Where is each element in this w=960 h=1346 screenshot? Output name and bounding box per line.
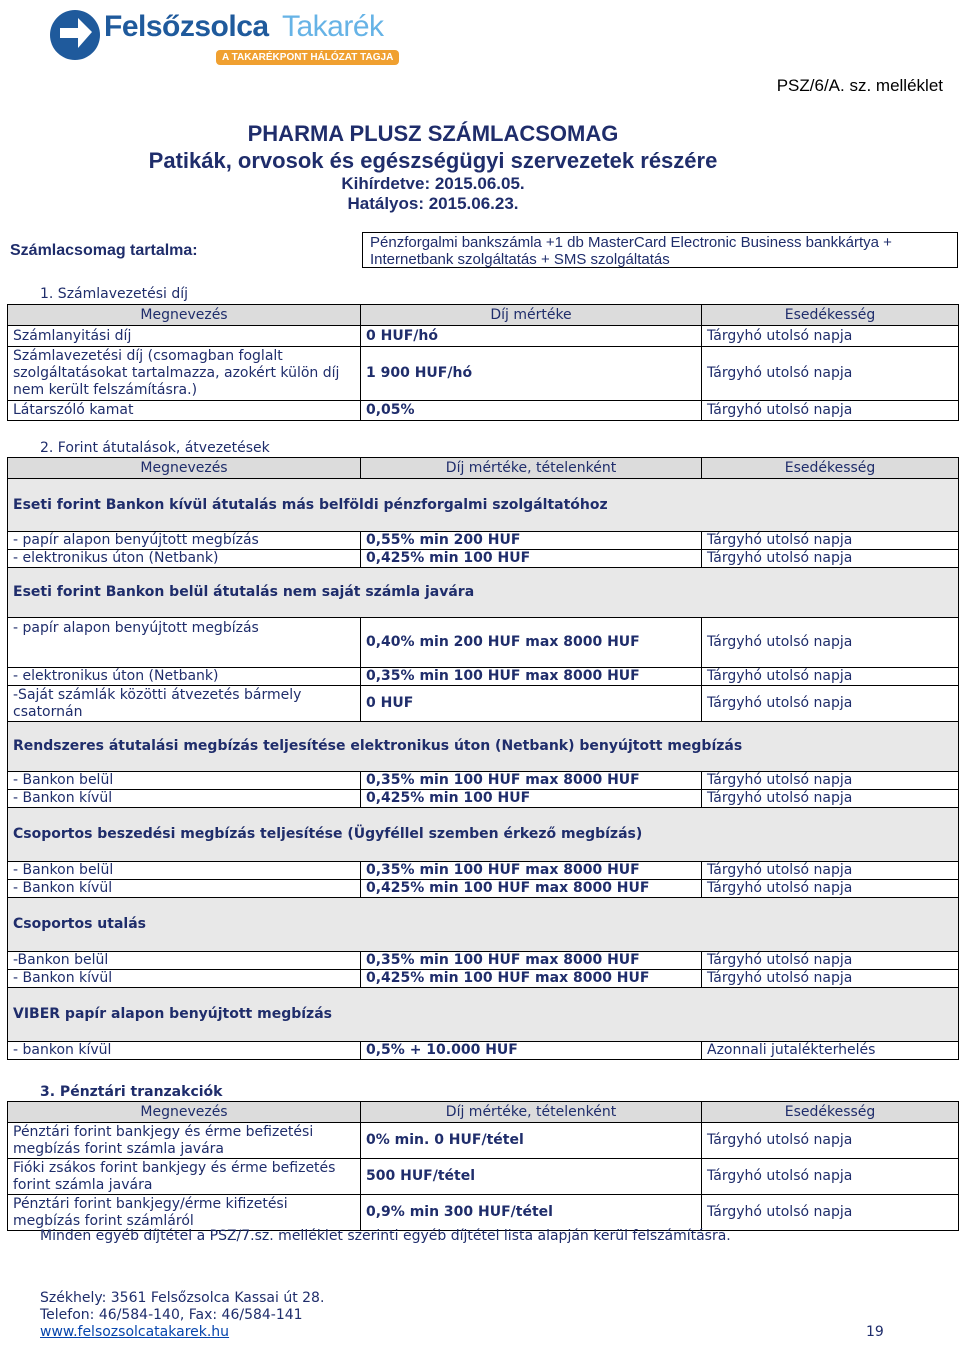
- table-row: [8, 401, 959, 421]
- website-link[interactable]: www.felsozsolcatakarek.hu: [40, 1324, 230, 1340]
- row-due: Tárgyhó utolsó napja: [702, 326, 959, 347]
- row-due: Tárgyhó utolsó napja: [702, 686, 959, 722]
- row-due: Tárgyhó utolsó napja: [702, 532, 959, 550]
- row-name: - papír alapon benyújtott megbízás: [8, 618, 361, 668]
- section-title: 2. Forint átutalások, átvezetések: [40, 440, 270, 456]
- group-heading: Csoportos beszedési megbízás teljesítése (Ügyféllel szemben érkező megbízás): [8, 808, 959, 862]
- row-due: Tárgyhó utolsó napja: [702, 401, 959, 421]
- row-name: Látarszóló kamat: [8, 401, 361, 421]
- package-content-box: [362, 232, 958, 268]
- row-name: -Bankon belül: [8, 952, 361, 970]
- logo-text-main: Felsőzsolca: [104, 10, 269, 43]
- row-due: Tárgyhó utolsó napja: [702, 1159, 959, 1195]
- row-fee: 0,425% min 100 HUF: [361, 550, 702, 568]
- row-due: Tárgyhó utolsó napja: [702, 347, 959, 401]
- table-row: [8, 668, 959, 686]
- group-heading: Csoportos utalás: [8, 898, 959, 952]
- row-fee: 1 900 HUF/hó: [361, 347, 702, 401]
- group-heading-row: [8, 808, 959, 862]
- annex-label: PSZ/6/A. sz. melléklet: [776, 76, 943, 95]
- row-fee: 0 HUF: [361, 686, 702, 722]
- column-header: Megnevezés: [8, 1102, 361, 1123]
- row-name: - Bankon kívül: [8, 970, 361, 988]
- group-heading-row: [8, 722, 959, 772]
- cash-fee-table: [7, 1101, 959, 1231]
- table-row: [8, 952, 959, 970]
- page-title: PHARMA PLUSZ SZÁMLACSOMAG: [247, 121, 619, 146]
- table-row: [8, 550, 959, 568]
- table-row: [8, 618, 959, 668]
- table-row: [8, 347, 959, 401]
- table-row: [8, 1042, 959, 1060]
- row-name: - elektronikus úton (Netbank): [8, 668, 361, 686]
- row-fee: 500 HUF/tétel: [361, 1159, 702, 1195]
- page-footer: [40, 1290, 324, 1341]
- footer-phone: Telefon: 46/584-140, Fax: 46/584-141: [40, 1307, 303, 1323]
- row-fee: 0,35% min 100 HUF max 8000 HUF: [361, 668, 702, 686]
- row-fee: 0,40% min 200 HUF max 8000 HUF: [361, 618, 702, 668]
- group-heading-row: [8, 988, 959, 1042]
- row-due: Tárgyhó utolsó napja: [702, 862, 959, 880]
- row-fee: 0,55% min 200 HUF: [361, 532, 702, 550]
- table-header-row: [8, 458, 959, 479]
- row-due: Tárgyhó utolsó napja: [702, 618, 959, 668]
- table-header-row: [8, 305, 959, 326]
- column-header: Díj mértéke, tételenként: [361, 1102, 702, 1123]
- row-due: Tárgyhó utolsó napja: [702, 1123, 959, 1159]
- row-fee: 0,35% min 100 HUF max 8000 HUF: [361, 772, 702, 790]
- row-fee: 0,35% min 100 HUF max 8000 HUF: [361, 952, 702, 970]
- row-due: Tárgyhó utolsó napja: [702, 970, 959, 988]
- logo-arrow-icon: [48, 8, 102, 62]
- title-block: [0, 120, 960, 214]
- page-number: 19: [866, 1324, 884, 1340]
- package-content-line: Internetbank szolgáltatás + SMS szolgáltatás: [370, 251, 670, 268]
- group-heading: VIBER papír alapon benyújtott megbízás: [8, 988, 959, 1042]
- row-name: Pénztári forint bankjegy/érme kifizetési megbízás forint számláról: [8, 1195, 361, 1231]
- table-row: [8, 532, 959, 550]
- table-row: [8, 1159, 959, 1195]
- row-name: - Bankon kívül: [8, 790, 361, 808]
- row-name: - Bankon belül: [8, 862, 361, 880]
- row-fee: 0,9% min 300 HUF/tétel: [361, 1195, 702, 1231]
- account-fee-table: [7, 304, 959, 421]
- table-row: [8, 880, 959, 898]
- row-due: Tárgyhó utolsó napja: [702, 772, 959, 790]
- row-name: - Bankon belül: [8, 772, 361, 790]
- section-title: 3. Pénztári tranzakciók: [40, 1084, 223, 1100]
- row-due: Tárgyhó utolsó napja: [702, 790, 959, 808]
- column-header: Esedékesség: [702, 1102, 959, 1123]
- package-label: Számlacsomag tartalma:: [10, 242, 198, 259]
- row-name: - elektronikus úton (Netbank): [8, 550, 361, 568]
- column-header: Esedékesség: [702, 305, 959, 326]
- group-heading-row: [8, 568, 959, 618]
- column-header: Díj mértéke: [361, 305, 702, 326]
- effective-date: Hatályos: 2015.06.23.: [347, 194, 519, 213]
- logo-text-accent: Takarék: [282, 10, 384, 43]
- bank-logo: [44, 6, 394, 72]
- row-fee: 0,5% + 10.000 HUF: [361, 1042, 702, 1060]
- group-heading-row: [8, 479, 959, 532]
- column-header: Díj mértéke, tételenként: [361, 458, 702, 479]
- row-fee: 0,425% min 100 HUF: [361, 790, 702, 808]
- table-row: [8, 686, 959, 722]
- table-row: [8, 862, 959, 880]
- row-name: Pénztári forint bankjegy és érme befizetési megbízás forint számla javára: [8, 1123, 361, 1159]
- group-heading-row: [8, 898, 959, 952]
- table-header-row: [8, 1102, 959, 1123]
- announced-date: Kihírdetve: 2015.06.05.: [341, 174, 525, 193]
- row-name: Számlavezetési díj (csomagban foglalt szolgáltatásokat tartalmazza, azokért külön díj nem került felszámításra.): [8, 347, 361, 401]
- column-header: Esedékesség: [702, 458, 959, 479]
- row-due: Tárgyhó utolsó napja: [702, 952, 959, 970]
- group-heading: Eseti forint Bankon kívül átutalás más belföldi pénzforgalmi szolgáltatóhoz: [8, 479, 959, 532]
- column-header: Megnevezés: [8, 458, 361, 479]
- row-due: Tárgyhó utolsó napja: [702, 1195, 959, 1231]
- group-heading: Eseti forint Bankon belül átutalás nem saját számla javára: [8, 568, 959, 618]
- row-fee: 0% min. 0 HUF/tétel: [361, 1123, 702, 1159]
- logo-tagline: A TAKARÉKPONT HÁLÓZAT TAGJA: [216, 50, 399, 65]
- transfer-fee-table: [7, 457, 959, 1060]
- section-title: 1. Számlavezetési díj: [40, 286, 188, 302]
- row-name: Számlanyitási díj: [8, 326, 361, 347]
- table-row: [8, 772, 959, 790]
- row-name: Fióki zsákos forint bankjegy és érme befizetés forint számla javára: [8, 1159, 361, 1195]
- row-fee: 0,425% min 100 HUF max 8000 HUF: [361, 970, 702, 988]
- table-row: [8, 1195, 959, 1231]
- row-due: Azonnali jutalékterhelés: [702, 1042, 959, 1060]
- group-heading: Rendszeres átutalási megbízás teljesítése elektronikus úton (Netbank) benyújtott megbízás: [8, 722, 959, 772]
- row-due: Tárgyhó utolsó napja: [702, 550, 959, 568]
- row-name: - papír alapon benyújtott megbízás: [8, 532, 361, 550]
- row-fee: 0,425% min 100 HUF max 8000 HUF: [361, 880, 702, 898]
- row-name: - Bankon kívül: [8, 880, 361, 898]
- footer-address: Székhely: 3561 Felsőzsolca Kassai út 28.: [40, 1290, 325, 1306]
- table-row: [8, 326, 959, 347]
- row-name: - bankon kívül: [8, 1042, 361, 1060]
- table-row: [8, 790, 959, 808]
- row-fee: 0 HUF/hó: [361, 326, 702, 347]
- row-fee: 0,05%: [361, 401, 702, 421]
- table-row: [8, 970, 959, 988]
- row-due: Tárgyhó utolsó napja: [702, 880, 959, 898]
- row-due: Tárgyhó utolsó napja: [702, 668, 959, 686]
- table-row: [8, 1123, 959, 1159]
- row-fee: 0,35% min 100 HUF max 8000 HUF: [361, 862, 702, 880]
- column-header: Megnevezés: [8, 305, 361, 326]
- footnote: Minden egyéb díjtétel a PSZ/7.sz. melléklet szerinti egyéb díjtétel lista alapján kerül felszámításra.: [40, 1228, 731, 1244]
- row-name: -Saját számlák közötti átvezetés bármely csatornán: [8, 686, 361, 722]
- package-content-line: Pénzforgalmi bankszámla +1 db MasterCard Electronic Business bankkártya +: [370, 234, 892, 251]
- page-subtitle: Patikák, orvosok és egészségügyi szervezetek részére: [148, 148, 718, 173]
